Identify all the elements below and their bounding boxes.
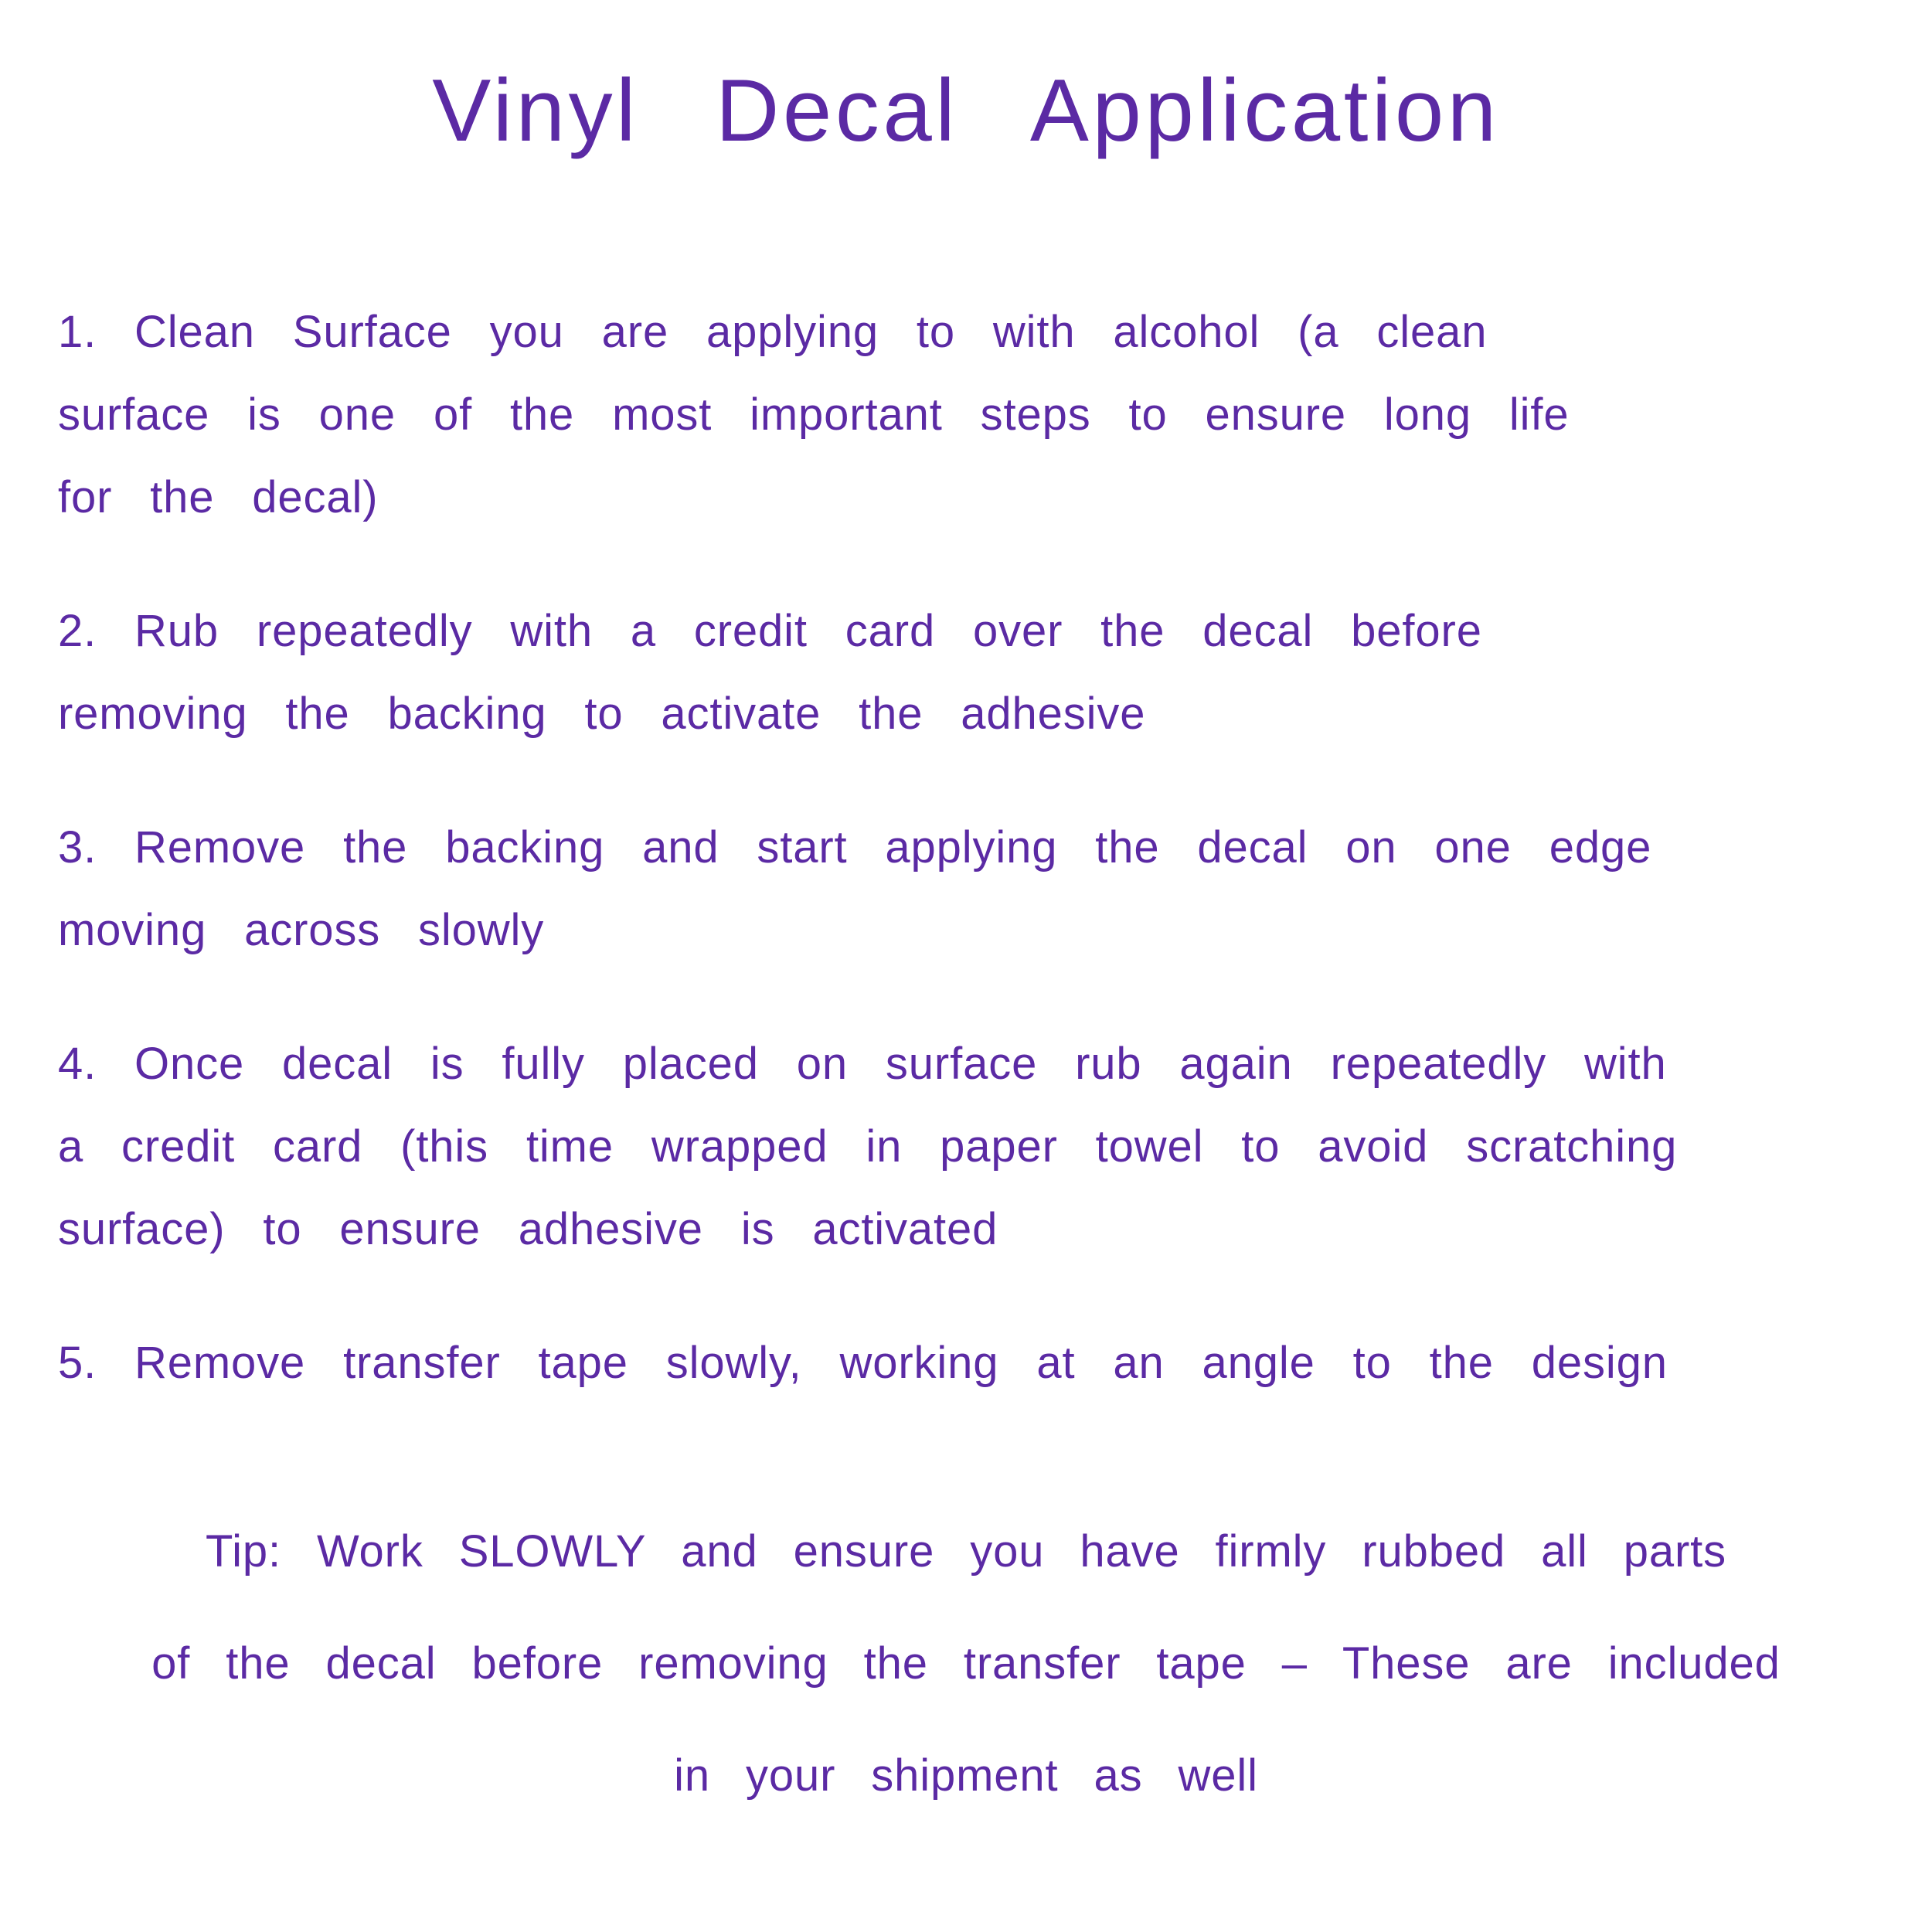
step-line: 1. Clean Surface you are applying to with alcohol (a clean (58, 307, 1488, 358)
page-title: Vinyl Decal Application (432, 62, 1500, 160)
step-line: a credit card (this time wrapped in paper towel to avoid scratching (58, 1121, 1678, 1172)
tip-line: of the decal before removing the transfer tape – These are included (151, 1638, 1781, 1689)
tip-line: in your shipment as well (674, 1750, 1258, 1801)
step-paragraph (58, 806, 1874, 971)
step-line: 5. Remove transfer tape slowly, working at an angle to the design (58, 1338, 1668, 1389)
step-line: for the decal) (58, 472, 379, 523)
step-paragraph (58, 590, 1874, 755)
step-line: surface) to ensure adhesive is activated (58, 1204, 998, 1255)
step-line: 2. Rub repeatedly with a credit card over the decal before (58, 606, 1482, 657)
step-line: surface is one of the most important steps to ensure long life (58, 389, 1570, 440)
step-line: moving across slowly (58, 905, 545, 956)
step-line: 4. Once decal is fully placed on surface rub again repeatedly with (58, 1039, 1667, 1090)
tip-paragraph (58, 1495, 1874, 1832)
tip-line: Tip: Work SLOWLY and ensure you have firmly rubbed all parts (205, 1526, 1726, 1577)
step-line: 3. Remove the backing and start applying the decal on one edge (58, 822, 1652, 873)
step-line: removing the backing to activate the adhesive (58, 689, 1146, 740)
step-paragraph (58, 1022, 1874, 1270)
step-paragraph (58, 1321, 1874, 1404)
step-paragraph (58, 291, 1874, 539)
steps-list (58, 291, 1874, 1404)
